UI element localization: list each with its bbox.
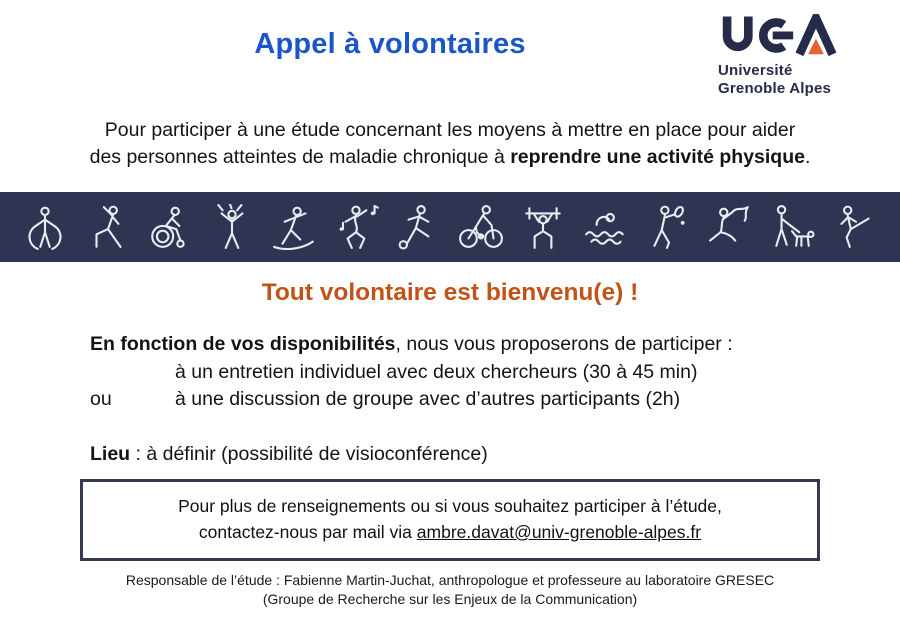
wheelchair-sport-icon (147, 204, 193, 250)
option-1-text: à un entretien individuel avec deux chercheurs (30 à 45 min) (175, 360, 698, 383)
option-1-row (90, 359, 850, 387)
option-1-spacer (90, 359, 175, 387)
contact-email-link[interactable]: ambre.davat@univ-grenoble-alpes.fr (416, 522, 702, 542)
or-label: ou (90, 388, 112, 410)
intro-line2-normal: des personnes atteintes de maladie chronique à (89, 146, 511, 168)
cycling-icon (458, 204, 504, 250)
page-title: Appel à volontaires (254, 28, 526, 60)
weightlifting-icon (520, 204, 566, 250)
jump-rope-icon (22, 204, 68, 250)
uga-logo (718, 14, 880, 98)
dog-walking-icon (769, 204, 815, 250)
stretching-icon (85, 204, 131, 250)
contact-line2-prefix: contactez-nous par mail via (198, 522, 417, 542)
location-line (90, 441, 850, 469)
availability-rest: , nous vous proposerons de participer : (395, 333, 733, 355)
surfing-icon (271, 204, 317, 250)
option-2-text: à une discussion de groupe avec d’autres participants (2h) (175, 388, 681, 410)
availability-line (90, 331, 850, 359)
martial-arts-icon (832, 204, 878, 250)
availability-bold: En fonction de vos disponibilités (90, 333, 396, 355)
headline: Tout volontaire est bienvenu(e) ! (261, 279, 639, 306)
location-rest: : à définir (possibilité de visioconférence) (130, 442, 488, 465)
participation-details (90, 331, 850, 468)
footer-line2: (Groupe de Recherche sur les Enjeux de la Communication) (262, 591, 638, 607)
intro-line2-end: . (804, 146, 811, 168)
gymnastics-ribbon-icon (707, 204, 753, 250)
option-2-row (90, 386, 850, 414)
soccer-icon (396, 204, 442, 250)
logo-line2: Grenoble Alpes (718, 80, 832, 97)
sports-icons-banner (0, 192, 900, 262)
dancing-icon (334, 204, 380, 250)
intro-paragraph (0, 117, 900, 171)
logo-line1: Université (718, 62, 793, 79)
juggling-icon (209, 204, 255, 250)
intro-line2 (0, 144, 900, 171)
contact-line1: Pour plus de renseignements ou si vous souhaitez participer à l’étude, (178, 496, 722, 516)
uga-logo-icon (720, 14, 838, 60)
footer-line1: Responsable de l’étude : Fabienne Martin-Juchat, anthropologue et professeure au laboratoire GRESEC (125, 572, 775, 588)
contact-line2 (93, 519, 807, 545)
intro-line2-bold: reprendre une activité physique (510, 146, 805, 168)
uga-logo-text (718, 62, 880, 98)
swimming-icon (583, 204, 629, 250)
intro-line1: Pour participer à une étude concernant les moyens à mettre en place pour aider (104, 119, 796, 141)
contact-box (80, 479, 820, 561)
location-bold: Lieu (90, 442, 131, 465)
tennis-icon (645, 204, 691, 250)
footer (0, 571, 900, 609)
